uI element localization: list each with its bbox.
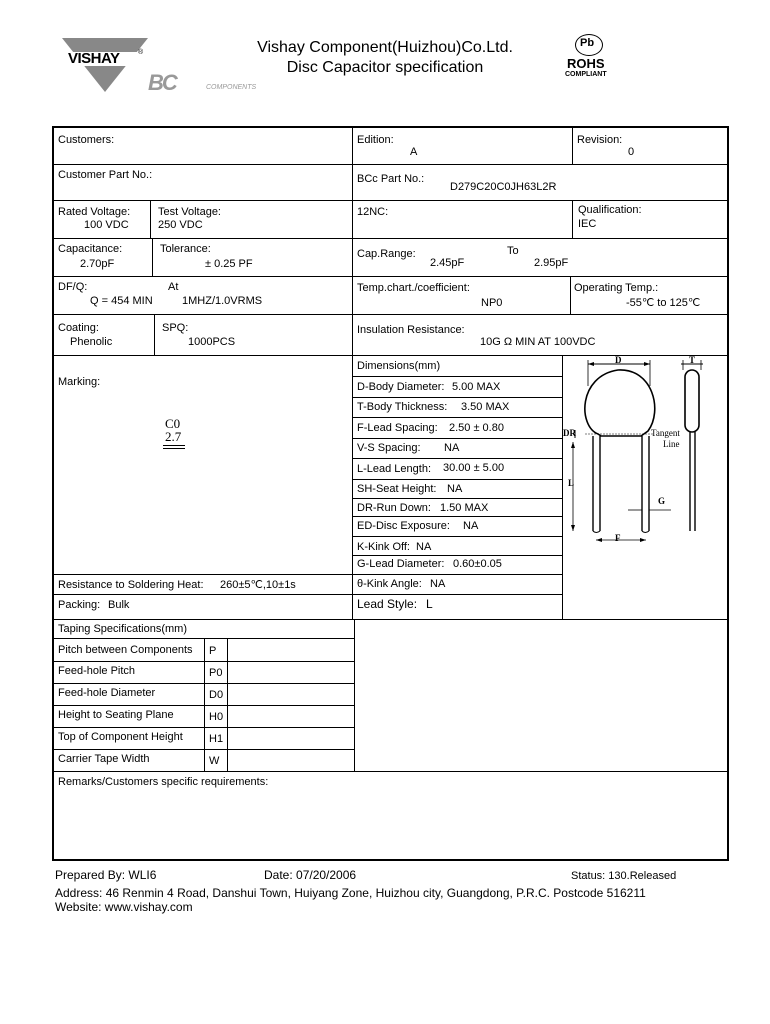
- marking-label: Marking:: [58, 376, 101, 388]
- taping-row-line: [53, 661, 354, 662]
- diagram-t: T: [689, 355, 696, 365]
- pb-text: Pb: [580, 37, 595, 49]
- dim-row-line: [353, 479, 562, 480]
- row-line: [53, 164, 728, 165]
- taping-row-line: [53, 683, 354, 684]
- nc-label: 12NC:: [357, 206, 389, 218]
- taping-code-4: H1: [209, 733, 224, 745]
- diagram-d: D: [615, 355, 622, 365]
- marking-underline: [163, 445, 185, 446]
- edition-value: A: [410, 146, 418, 158]
- qualification-value: IEC: [578, 218, 597, 230]
- dfq-label: DF/Q:: [58, 281, 88, 293]
- capacitance-value: 2.70pF: [80, 258, 115, 270]
- spq-label: SPQ:: [162, 322, 189, 334]
- dim-label-4: V-S Spacing:: [357, 442, 421, 454]
- company-title: Vishay Component(Huizhou)Co.Ltd.: [257, 39, 513, 56]
- taping-code-5: W: [209, 755, 220, 767]
- dim-row-line: [353, 555, 562, 556]
- row-line: [53, 619, 728, 620]
- dim-label-7: DR-Run Down:: [357, 502, 431, 514]
- rated-voltage-label: Rated Voltage:: [58, 206, 131, 218]
- dim-label-1: D-Body Diameter:: [357, 381, 445, 393]
- op-temp-value: -55℃ to 125℃: [626, 297, 701, 309]
- dim-value-10: 0.60±0.05: [453, 558, 502, 570]
- revision-label: Revision:: [577, 134, 623, 146]
- bcc-part-label: BCc Part No.:: [357, 173, 425, 185]
- marking-line-1: C0: [165, 416, 181, 431]
- compliant-text: COMPLIANT: [565, 71, 607, 78]
- dfq-value: Q = 454 MIN: [90, 295, 153, 307]
- dim-value-7: 1.50 MAX: [440, 502, 489, 514]
- row-line: [53, 200, 728, 201]
- dim-label-0: Dimensions(mm): [357, 360, 441, 372]
- temp-chart-value: NP0: [481, 297, 503, 309]
- soldering-value: 260±5℃,10±1s: [220, 579, 296, 591]
- dim-value-9: NA: [416, 541, 432, 553]
- qualification-label: Qualification:: [578, 204, 642, 216]
- col-line: [150, 200, 151, 238]
- dim-label-11: θ-Kink Angle:: [357, 578, 422, 590]
- taping-row-line: [53, 749, 354, 750]
- temp-chart-label: Temp.chart./coefficient:: [357, 282, 470, 294]
- packing-value: Bulk: [108, 599, 130, 611]
- remarks-label: Remarks/Customers specific requirements:: [58, 776, 269, 788]
- coating-value: Phenolic: [70, 336, 113, 348]
- address: Address: 46 Renmin 4 Road, Danshui Town, Huiyang Zone, Huizhou city, Guangdong, P.R.C. Postcode 516211: [55, 886, 646, 900]
- diagram-l: L: [568, 478, 575, 488]
- row-line: [53, 771, 728, 772]
- diagram-f: F: [615, 533, 621, 543]
- edition-label: Edition:: [357, 134, 394, 146]
- vishay-logo-reg: ®: [138, 49, 144, 56]
- dim-row-line: [353, 516, 562, 517]
- test-voltage-value: 250 VDC: [158, 219, 203, 231]
- dim-row-line: [353, 376, 562, 377]
- dim-label-3: F-Lead Spacing:: [357, 422, 438, 434]
- coating-label: Coating:: [58, 322, 99, 334]
- capacitance-label: Capacitance:: [58, 243, 123, 255]
- dim-label-10: G-Lead Diameter:: [357, 558, 445, 570]
- capacitor-diagram: [563, 356, 728, 620]
- taping-code-3: H0: [209, 711, 224, 723]
- taping-code-2: D0: [209, 689, 224, 701]
- dim-row-line: [353, 498, 562, 499]
- customer-part-label: Customer Part No.:: [58, 169, 153, 181]
- taping-code-1: P0: [209, 667, 223, 679]
- dim-label-9: K-Kink Off:: [357, 541, 410, 553]
- status: Status: 130.Released: [571, 870, 677, 882]
- dim-label-5: L-Lead Length:: [357, 463, 432, 475]
- tolerance-value: ± 0.25 PF: [205, 258, 253, 270]
- taping-name-3: Height to Seating Plane: [58, 709, 174, 721]
- dim-row-line: [353, 397, 562, 398]
- taping-row-line: [53, 727, 354, 728]
- dim-row-line: [53, 574, 562, 575]
- dim-label-8: ED-Disc Exposure:: [357, 520, 450, 532]
- row-line: [53, 276, 728, 277]
- cap-range-min: 2.45pF: [430, 257, 465, 269]
- dim-row-line: [353, 458, 562, 459]
- row-line: [53, 238, 728, 239]
- marking-line-2: 2.7: [165, 429, 182, 444]
- taping-name-1: Feed-hole Pitch: [58, 665, 136, 677]
- diagram-line: Line: [663, 439, 680, 449]
- taping-code-0: P: [209, 645, 217, 657]
- marking-underline: [163, 448, 185, 449]
- rohs-badge: [560, 34, 620, 84]
- capacitor-drawing: [563, 356, 728, 556]
- insulation-value: 10G Ω MIN AT 100VDC: [480, 336, 596, 348]
- taping-row-line: [53, 705, 354, 706]
- cap-range-to: To: [507, 245, 519, 257]
- vishay-logo-text: VISHAY: [68, 50, 120, 67]
- lead-style-label: Lead Style:: [357, 597, 418, 611]
- dfq-at: At: [168, 281, 179, 293]
- bc-logo-text: BC: [148, 70, 176, 95]
- dim-value-1: 5.00 MAX: [452, 381, 501, 393]
- bc-logo-sub: COMPONENTS: [206, 84, 257, 91]
- taping-name-0: Pitch between Components: [58, 644, 193, 656]
- col-line: [572, 127, 573, 164]
- dim-value-2: 3.50 MAX: [461, 401, 510, 413]
- dim-value-11: NA: [430, 578, 446, 590]
- test-voltage-label: Test Voltage:: [158, 206, 221, 218]
- col-line: [152, 238, 153, 276]
- rated-voltage-value: 100 VDC: [84, 219, 129, 231]
- revision-value: 0: [628, 146, 635, 158]
- website: Website: www.vishay.com: [55, 900, 193, 914]
- spq-value: 1000PCS: [188, 336, 236, 348]
- dim-value-3: 2.50 ± 0.80: [449, 422, 504, 434]
- col-line: [570, 276, 571, 314]
- col-line: [352, 127, 353, 620]
- diagram-tangent: Tangent: [651, 428, 680, 438]
- dim-row-line: [353, 438, 562, 439]
- dim-value-5: 30.00 ± 5.00: [443, 462, 505, 474]
- dim-label-2: T-Body Thickness:: [357, 401, 448, 413]
- cap-range-max: 2.95pF: [534, 257, 569, 269]
- col-line: [154, 314, 155, 355]
- taping-name-4: Top of Component Height: [58, 731, 183, 743]
- dim-row-line: [53, 594, 562, 595]
- dim-value-6: NA: [447, 483, 463, 495]
- rohs-text: ROHS: [567, 56, 605, 71]
- prepared-by: Prepared By: WLI6: [55, 868, 157, 882]
- col-line: [354, 619, 355, 771]
- dim-row-line: [353, 417, 562, 418]
- insulation-label: Insulation Resistance:: [357, 324, 465, 336]
- date: Date: 07/20/2006: [264, 868, 357, 882]
- op-temp-label: Operating Temp.:: [574, 282, 659, 294]
- soldering-label: Resistance to Soldering Heat:: [58, 579, 204, 591]
- taping-name-2: Feed-hole Diameter: [58, 687, 156, 699]
- diagram-dr: DR: [563, 428, 576, 438]
- tolerance-label: Tolerance:: [160, 243, 211, 255]
- dim-value-8: NA: [463, 520, 479, 532]
- dim-value-4: NA: [444, 442, 460, 454]
- taping-title: Taping Specifications(mm): [58, 623, 187, 635]
- document-title: Disc Capacitor specification: [286, 59, 484, 76]
- dim-label-6: SH-Seat Height:: [357, 483, 437, 495]
- customers-label: Customers:: [58, 134, 115, 146]
- diagram-g: G: [658, 496, 666, 506]
- dim-row-line: [353, 536, 562, 537]
- dfq-frequency: 1MHZ/1.0VRMS: [182, 295, 263, 307]
- lead-style-value: L: [426, 597, 433, 611]
- taping-name-5: Carrier Tape Width: [58, 753, 150, 765]
- col-line: [572, 200, 573, 238]
- bcc-part-value: D279C20C0JH63L2R: [450, 181, 557, 193]
- packing-label: Packing:: [58, 599, 101, 611]
- cap-range-label: Cap.Range:: [357, 248, 416, 260]
